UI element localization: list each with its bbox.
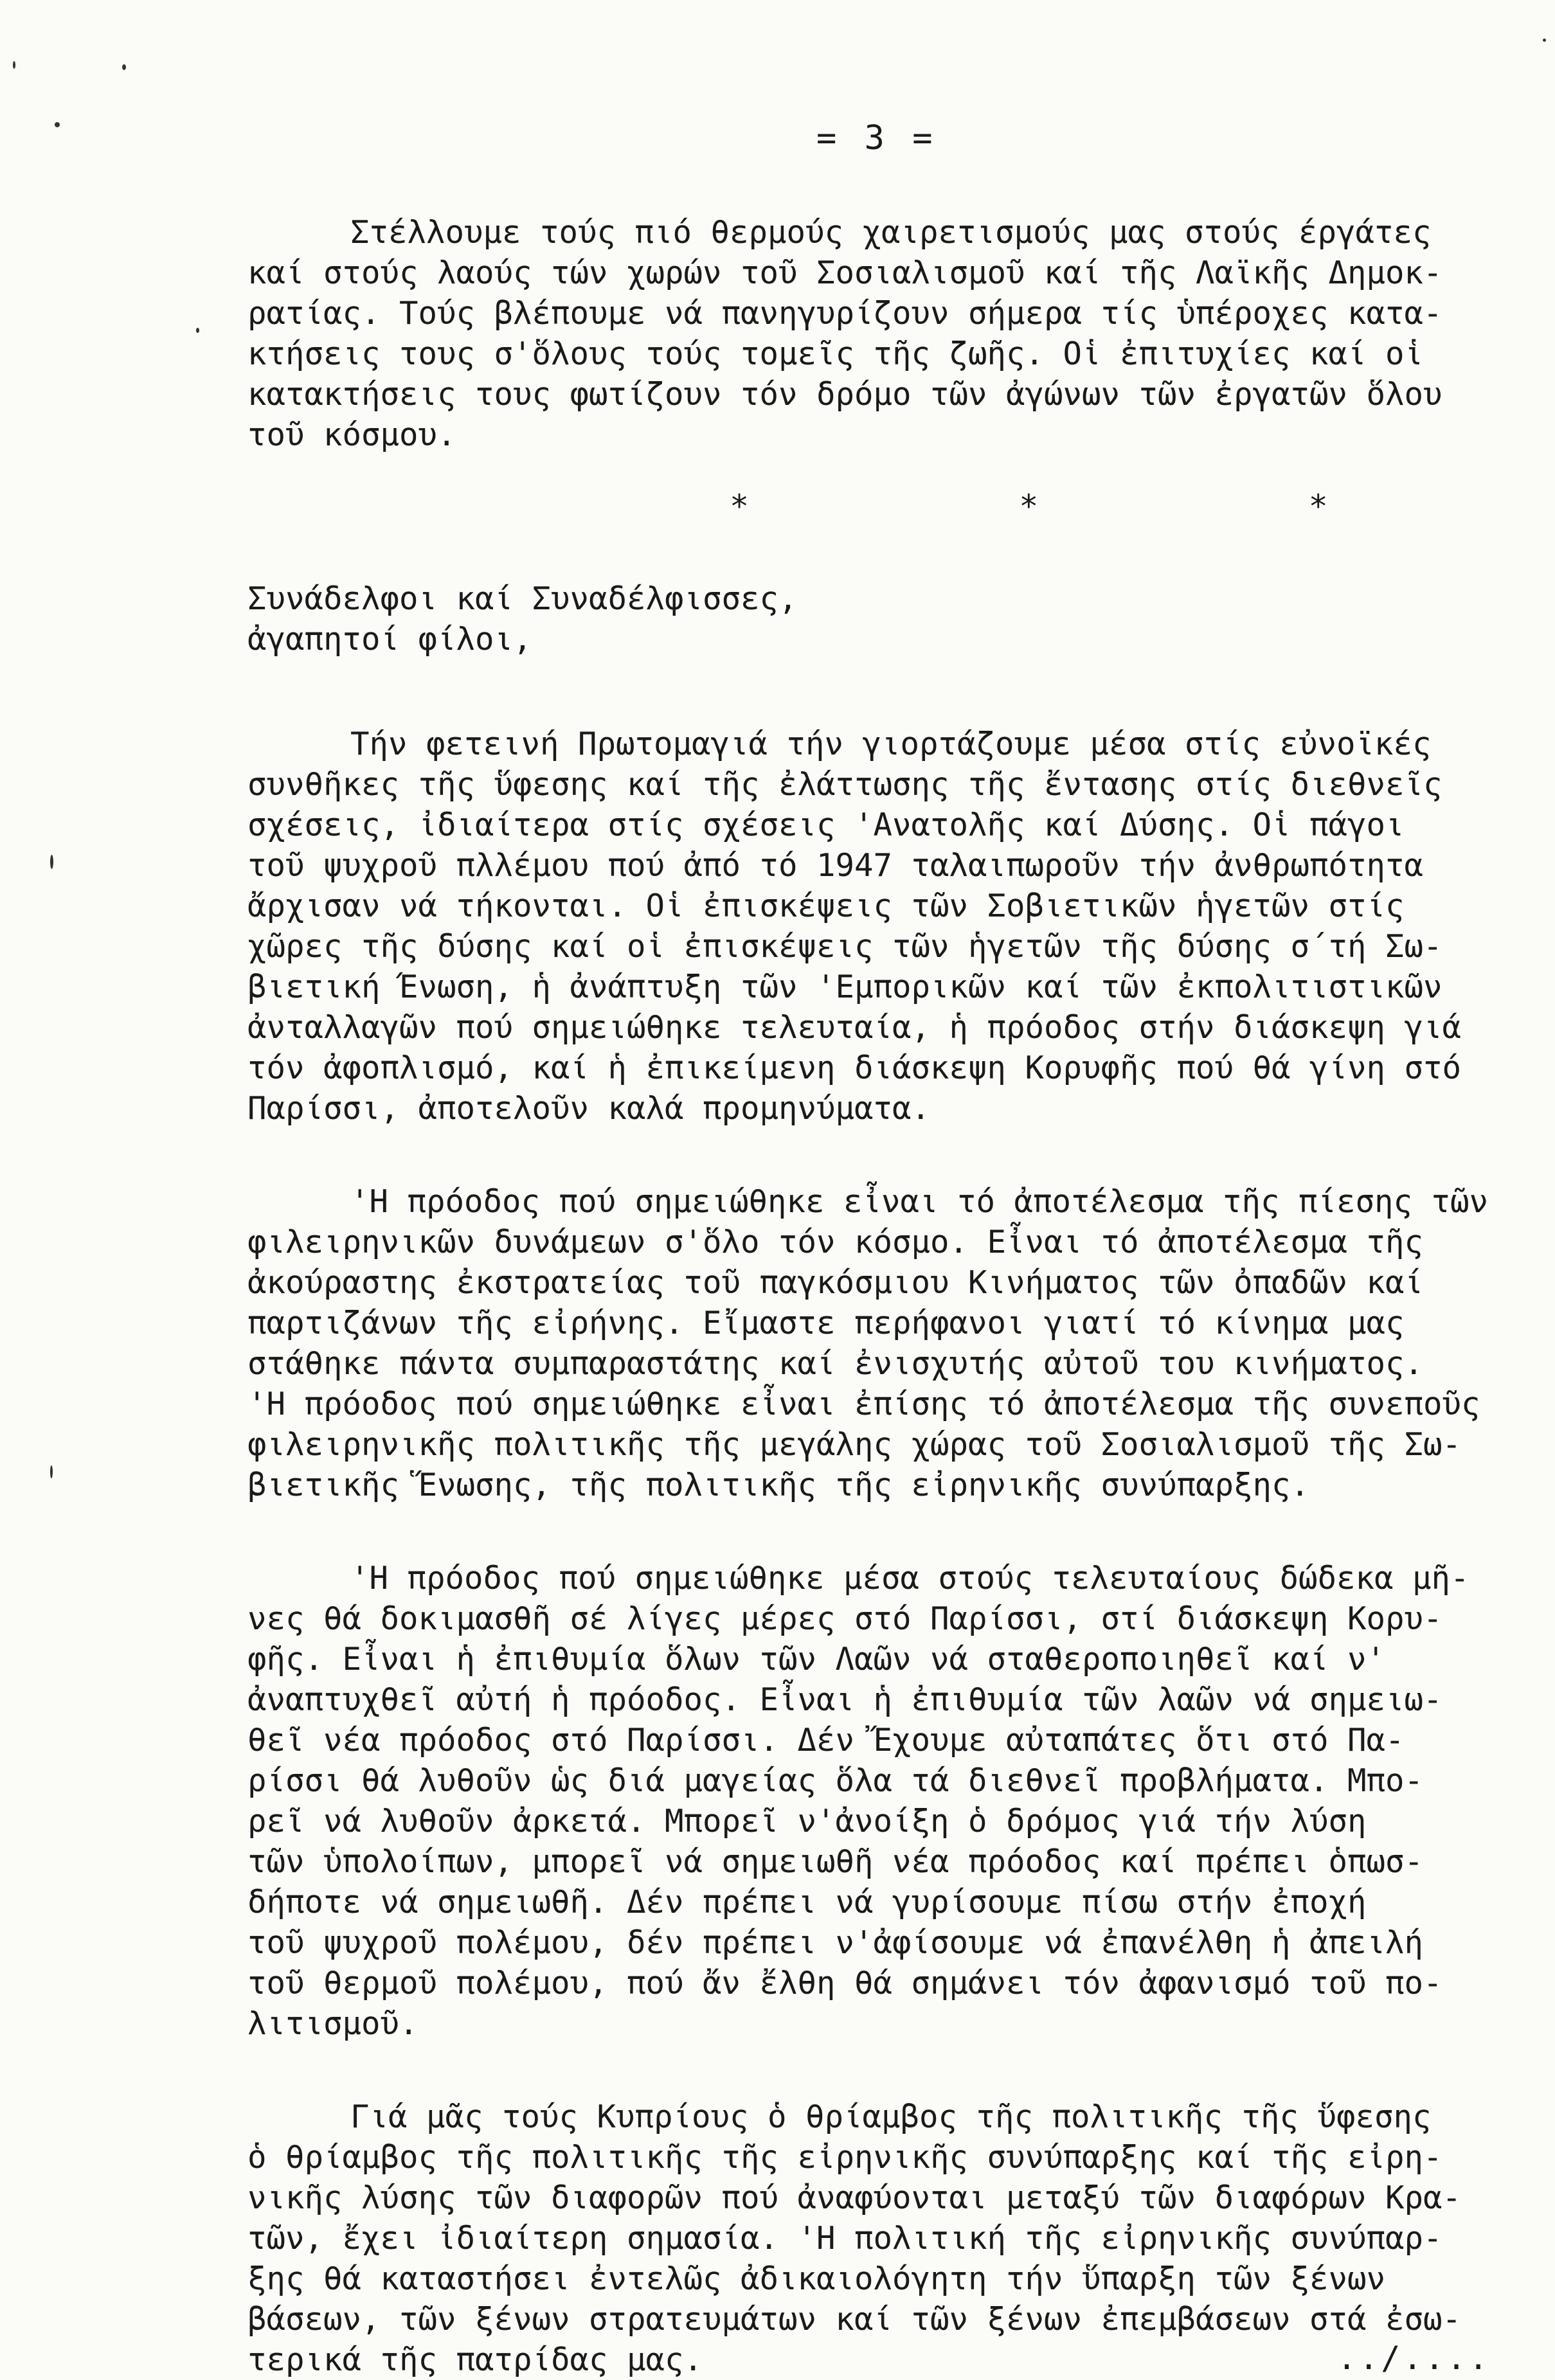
text-line: τόν ἀφοπλισμό, καί ἡ ἐπικείμενη διάσκεψη Κορυφῆς πού θά γίνη στό	[247, 1050, 1462, 1086]
scan-speck	[1543, 39, 1546, 42]
text-line: τοῦ ψυχροῦ πολέμου, δέν πρέπει ν'ἀφίσουμε νά ἐπανέλθη ἡ ἀπειλή	[247, 1924, 1424, 1961]
paragraph-may-day	[247, 724, 1517, 1129]
text-line: τοῦ κόσμου.	[247, 416, 456, 453]
text-line: Γιά μᾶς τούς Κυπρίους ὁ θρίαμβος τῆς πολιτικῆς τῆς ὕφεσης	[350, 2098, 1432, 2135]
salutation	[247, 578, 1517, 659]
text-line: τοῦ ψυχροῦ πλλέμου πού ἀπό τό 1947 ταλαιπωροῦν τήν ἀνθρωπότητα	[247, 847, 1424, 884]
text-line: ἀναπτυχθεῖ αὐτή ἡ πρόοδος. Εἶναι ἡ ἐπιθυμία τῶν λαῶν νά σημειω-	[247, 1681, 1443, 1718]
text-line: ἀνταλλαγῶν πού σημειώθηκε τελευταία, ἡ πρόοδος στήν διάσκεψη γιά	[247, 1009, 1462, 1046]
paragraph-progress	[247, 1181, 1517, 1505]
paragraph-paris-summit	[247, 1558, 1517, 2044]
text-line: παρτιζάνων τῆς εἰρήνης. Εἴμαστε περήφανοι γιατί τό κίνημα μας	[247, 1305, 1405, 1341]
text-line: ὁ θρίαμβος τῆς πολιτικῆς τῆς εἰρηνικῆς συνύπαρξης καί τῆς εἰρη-	[247, 2139, 1443, 2176]
text-line: ἀγαπητοί φίλοι,	[247, 621, 532, 658]
text-line: ρεῖ νά λυθοῦν ἀρκετά. Μπορεῖ ν'ἀνοίξη ὁ δρόμος γιά τήν λύση	[247, 1803, 1367, 1839]
text-line: βιετικῆς Ἕνωσης, τῆς πολιτικῆς τῆς εἰρηνικῆς συνύπαρξης.	[247, 1467, 1310, 1503]
text-line: βάσεων, τῶν ξένων στρατευμάτων καί τῶν ξένων ἐπεμβάσεων στά ἐσω-	[247, 2301, 1462, 2338]
text-line: τερικά τῆς πατρίδας μας.	[247, 2341, 703, 2378]
text-line: ἀκούραστης ἐκστρατείας τοῦ παγκόσμιου Κινήματος τῶν ὀπαδῶν καί	[247, 1264, 1424, 1301]
text-line: φῆς. Εἶναι ἡ ἐπιθυμία ὅλων τῶν Λαῶν νά σταθεροποιηθεῖ καί ν'	[247, 1641, 1386, 1678]
text-line: καί στούς λαούς τών χωρών τοῦ Σοσιαλισμοῦ καί τῆς Λαϊκῆς Δημοκ-	[247, 255, 1443, 291]
text-line: βιετική Ένωση, ἡ ἀνάπτυξη τῶν 'Εμπορικῶν καί τῶν ἐκπολιτιστικῶν	[247, 969, 1443, 1005]
text-line: νες θά δοκιμασθῆ σέ λίγες μέρες στό Παρίσσι, στί διάσκεψη Κορυ-	[247, 1600, 1443, 1637]
text-line: φιλειρηνικῶν δυνάμεων σ'ὅλο τόν κόσμο. Εἶναι τό ἀποτέλεσμα τῆς	[247, 1224, 1424, 1260]
paragraph-cyprus	[247, 2097, 1517, 2380]
scan-speck	[13, 61, 15, 69]
text-line: κτήσεις τους σ'ὅλους τούς τομεῖς τῆς ζωῆς. Οἱ ἐπιτυχίες καί οἱ	[247, 336, 1424, 372]
text-line: ρατίας. Τούς βλέπουμε νά πανηγυρίζουν σήμερα τίς ὑπέροχες κατα-	[247, 295, 1443, 332]
scan-speck	[55, 122, 60, 127]
text-line: 'Η πρόοδος πού σημειώθηκε εἶναι τό ἀποτέλεσμα τῆς πίεσης τῶν	[350, 1183, 1489, 1220]
text-line: Παρίσσι, ἀποτελοῦν καλά προμηνύματα.	[247, 1090, 931, 1127]
text-line: Συνάδελφοι καί Συναδέλφισσες,	[247, 580, 798, 617]
page-number: = 3 =	[816, 119, 937, 157]
text-line: φιλειρηνικῆς πολιτικῆς τῆς μεγάλης χώρας τοῦ Σοσιαλισμοῦ τῆς Σω-	[247, 1426, 1462, 1463]
text-line: στάθηκε πάντα συμπαραστάτης καί ἐνισχυτής αὐτοῦ του κινήματος.	[247, 1345, 1424, 1382]
text-line: τοῦ θερμοῦ πολέμου, πού ἄν ἔλθη θά σημάνει τόν ἀφανισμό τοῦ πο-	[247, 1965, 1443, 2001]
text-line: δήποτε νά σημειωθῆ. Δέν πρέπει νά γυρίσουμε πίσω στήν ἐποχή	[247, 1884, 1367, 1920]
text-line: 'Η πρόοδος πού σημειώθηκε εἶναι ἐπίσης τό ἀποτέλεσμα τῆς συνεποῦς	[247, 1386, 1480, 1422]
text-line: Τήν φετεινή Πρωτομαγιά τήν γιορτάζουμε μέσα στίς εὐνοϊκές	[350, 726, 1432, 762]
scan-speck	[50, 1465, 53, 1478]
text-line: χῶρες τῆς δύσης καί οἱ ἐπισκέψεις τῶν ἡγετῶν τῆς δύσης σ΄τή Σω-	[247, 928, 1443, 965]
text-line: σχέσεις, ἰδιαίτερα στίς σχέσεις 'Ανατολῆς καί Δύσης. Οἱ πάγοι	[247, 807, 1405, 843]
text-line: ρίσσι θά λυθοῦν ὡς διά μαγείας ὅλα τά διεθνεῖ προβλήματα. Μπο-	[247, 1762, 1424, 1799]
text-line: θεῖ νέα πρόοδος στό Παρίσσι. Δέν Ἔχουμε αὐταπάτες ὅτι στό Πα-	[247, 1722, 1405, 1758]
text-line: τῶν ὑπολοίπων, μπορεῖ νά σημειωθῆ νέα πρόοδος καί πρέπει ὁπωσ-	[247, 1843, 1424, 1880]
section-separator: * * *	[730, 488, 1328, 525]
paragraph-greetings	[247, 212, 1517, 455]
text-line: συνθῆκες τῆς ὕφεσης καί τῆς ἐλάττωσης τῆς ἔντασης στίς διεθνεῖς	[247, 766, 1443, 803]
text-line: ξης θά καταστήσει ἐντελῶς ἀδικαιολόγητη τήν ὕπαρξη τῶν ξένων	[247, 2260, 1386, 2297]
text-line: ἄρχισαν νά τήκονται. Οἱ ἐπισκέψεις τῶν Σοβιετικῶν ἡγετῶν στίς	[247, 888, 1405, 924]
document-body	[247, 212, 1517, 2380]
text-line: λιτισμοῦ.	[247, 2005, 418, 2042]
text-line: Στέλλουμε τούς πιό θερμούς χαιρετισμούς μας στούς έργάτες	[350, 214, 1432, 251]
text-line: κατακτήσεις τους φωτίζουν τόν δρόμο τῶν ἀγώνων τῶν ἐργατῶν ὅλου	[247, 376, 1443, 413]
scan-speck	[122, 64, 126, 70]
text-line: 'Η πρόοδος πού σημειώθηκε μέσα στούς τελευταίους δώδεκα μῆ-	[350, 1560, 1470, 1597]
continuation-mark: ../....	[1337, 2340, 1491, 2377]
text-line: τῶν, ἔχει ἰδιαίτερη σημασία. 'Η πολιτική τῆς εἰρηνικῆς συνύπαρ-	[247, 2220, 1443, 2257]
text-line: νικῆς λύσης τῶν διαφορῶν πού ἀναφύονται μεταξύ τῶν διαφόρων Κρα-	[247, 2179, 1462, 2216]
scan-speck	[196, 328, 199, 333]
scan-speck	[50, 855, 53, 869]
